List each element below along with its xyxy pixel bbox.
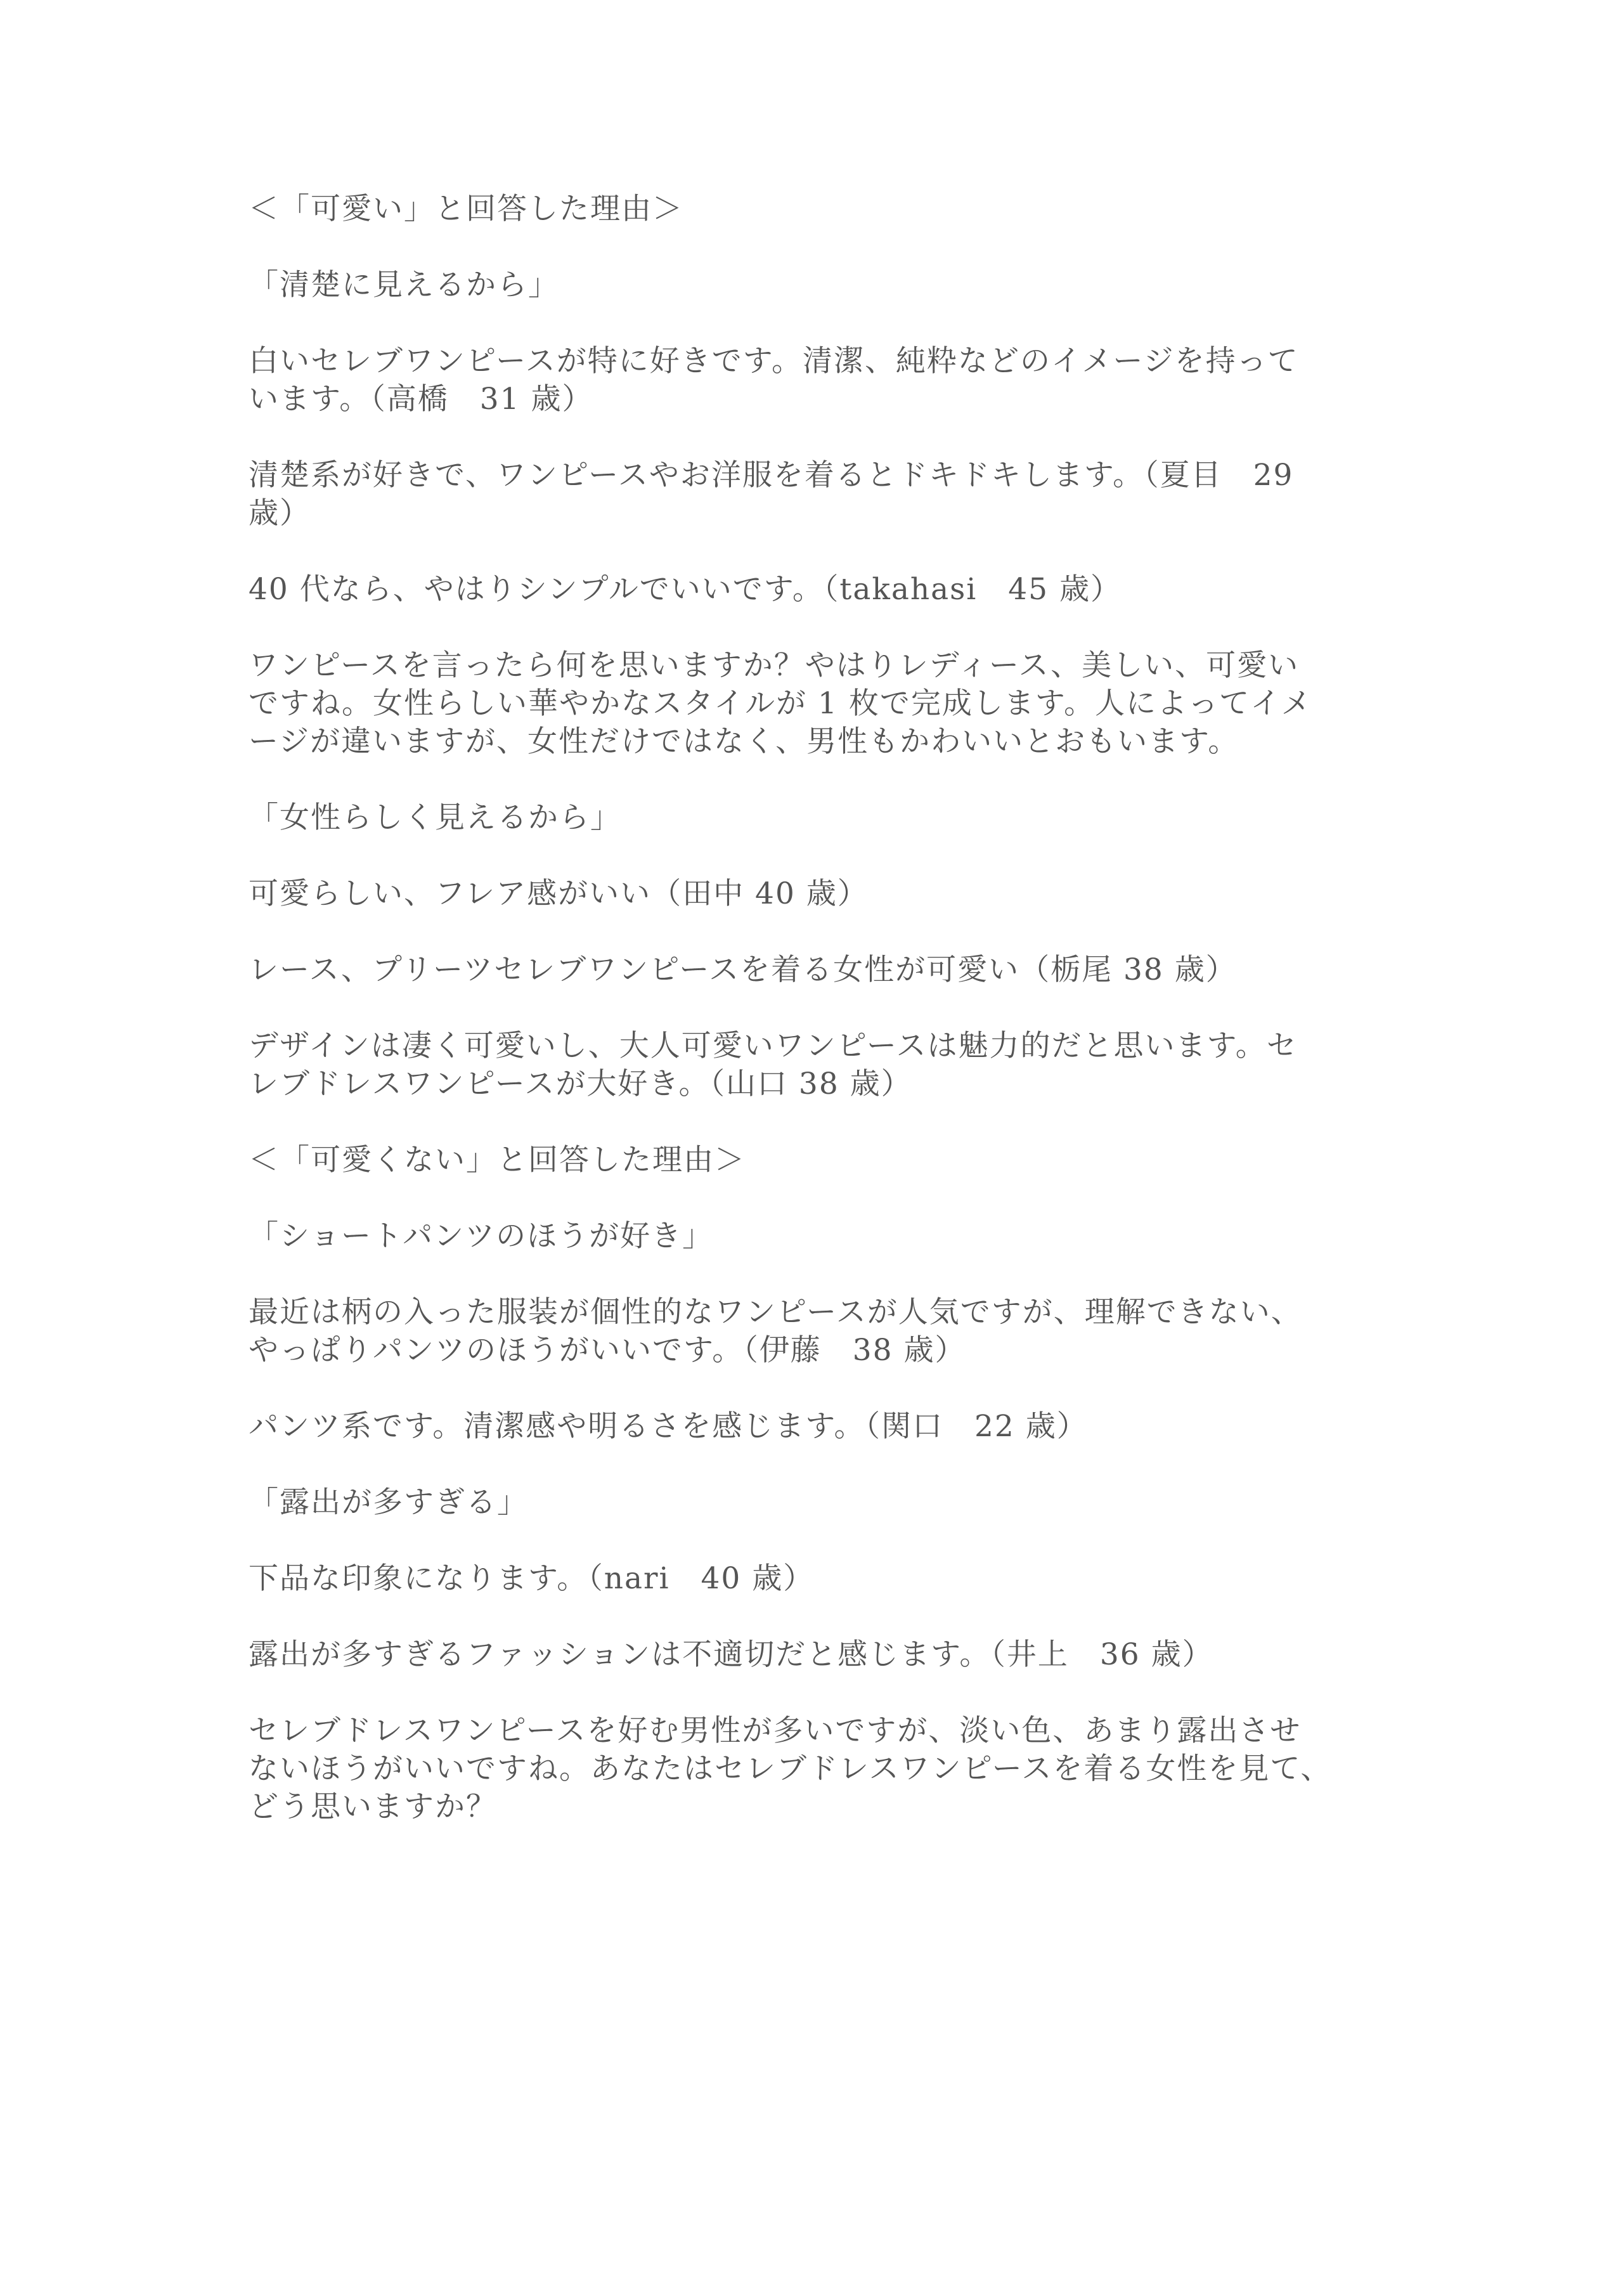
comment-paragraph: 清楚系が好きで、ワンピースやお洋服を着るとドキドキします。（夏目 29 歳）: [249, 458, 1294, 531]
subheading-roshutsu: 「露出が多すぎる」: [249, 1485, 528, 1520]
subheading-short-pants: 「ショートパンツのほうが好き」: [249, 1219, 714, 1254]
comment-paragraph: 下品な印象になります。（nari 40 歳）: [249, 1561, 815, 1596]
comment-paragraph: ワンピースを言ったら何を思いますか？やはりレディース、美しい、可愛い ですね。女性らしい華やかなスタイルが 1 枚で完成します。人によってイメ ージが違いますが、女性だけではなく、男性もかわいいとおもいます。: [249, 648, 1312, 759]
comment-paragraph: パンツ系です。清潔感や明るさを感じます。（関口 22 歳）: [249, 1409, 1088, 1444]
comment-paragraph: 最近は柄の入った服装が個性的なワンピースが人気ですが、理解できない、 やっぱりパンツのほうがいいです。（伊藤 38 歳）: [249, 1295, 1302, 1368]
section-heading-kawaikunai: ＜「可愛くない」と回答した理由＞: [249, 1143, 746, 1177]
comment-paragraph: 40 代なら、やはりシンプルでいいです。（takahasi 45 歳）: [249, 572, 1122, 607]
comment-paragraph: 可愛らしい、フレア感がいい（田中 40 歳）: [249, 876, 869, 911]
comment-paragraph: 白いセレブワンピースが特に好きです。清潔、純粋などのイメージを持って います。（高橋 31 歳）: [249, 344, 1299, 417]
subheading-joseirashiku: 「女性らしく見えるから」: [249, 800, 621, 835]
comment-paragraph: デザインは凄く可愛いし、大人可愛いワンピースは魅力的だと思います。セ レブドレスワンピースが大好き。（山口 38 歳）: [249, 1028, 1298, 1101]
document-body: [249, 190, 1390, 1864]
comment-paragraph: 露出が多すぎるファッションは不適切だと感じます。（井上 36 歳）: [249, 1637, 1213, 1672]
section-heading-kawaii: ＜「可愛い」と回答した理由＞: [249, 191, 683, 226]
comment-paragraph: レース、プリーツセレブワンピースを着る女性が可愛い（栃尾 38 歳）: [249, 952, 1237, 987]
closing-paragraph: セレブドレスワンピースを好む男性が多いですが、淡い色、あまり露出させ ないほうがいいですね。あなたはセレブドレスワンピースを着る女性を見て、 どう思いますか？: [249, 1713, 1332, 1824]
subheading-seiso: 「清楚に見えるから」: [249, 268, 559, 302]
